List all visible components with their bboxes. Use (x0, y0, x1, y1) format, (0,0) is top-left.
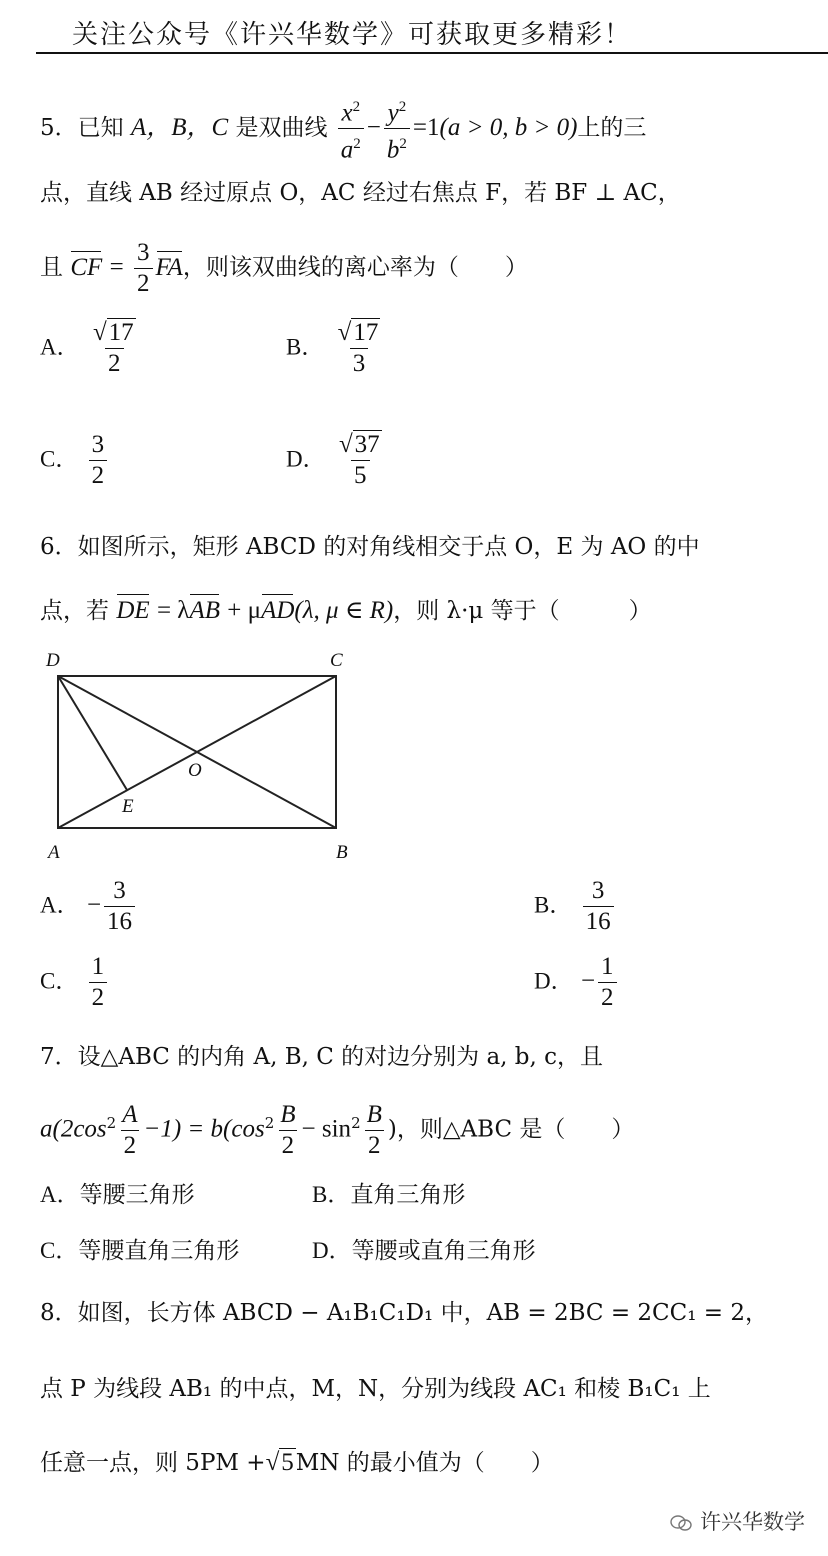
q5-frac-y: $\frac{y^2}{b^2}$ (384, 92, 410, 166)
q8-line-2: 点 P 为线段 AB₁ 的中点，M，N，分别为线段 AC₁ 和棱 B₁C₁ 上 (40, 1376, 711, 1402)
q7-option-a: A．等腰三角形 (40, 1182, 195, 1208)
vector-ab: AB (189, 597, 220, 624)
watermark-text: 许兴华数学 (700, 1510, 805, 1534)
label-b: B (336, 842, 348, 863)
q6-option-c: C． $\frac{1}{2}$ (40, 952, 110, 1013)
page-header (0, 0, 828, 54)
q7-line-1: 7．设△ABC 的内角 A, B, C 的对边分别为 a, b, c，且 (40, 1044, 604, 1070)
q6-option-d: D． − $\frac{1}{2}$ (534, 952, 620, 1013)
vector-fa: FA (155, 253, 183, 281)
watermark (670, 1506, 805, 1536)
header-divider (36, 52, 828, 54)
label-e: E (122, 796, 134, 817)
vector-de: DE (116, 597, 150, 624)
label-o: O (188, 760, 202, 781)
rectangle-figure (40, 644, 370, 866)
q5-frac-3-2: $\frac{3}{2}$ (134, 238, 153, 299)
label-a: A (48, 842, 60, 863)
q7-option-c: C．等腰直角三角形 (40, 1238, 240, 1264)
q5-option-b: B． $\frac{√17}{3}$ (286, 319, 379, 377)
q6-option-b: B． $\frac{3}{16}$ (534, 876, 617, 937)
header-text: 关注公众号《许兴华数学》可获取更多精彩！ (72, 20, 633, 50)
q5-option-c: C． $\frac{3}{2}$ (40, 430, 110, 491)
q8-line-3: 任意一点，则 5PM +√5MN 的最小值为（ ） (40, 1449, 554, 1476)
q5-line-2: 点，直线 AB 经过原点 O，AC 经过右焦点 F，若 BF ⊥ AC， (40, 180, 681, 206)
q5-line-3: 且 CF = $\frac{3}{2}$ FA，则该双曲线的离心率为（ ） (40, 239, 528, 297)
chat-bubble-icon (670, 1514, 692, 1532)
q6-line-2: 点，若 DE = λAB + μAD(λ, μ ∈ R)，则 λ·μ 等于（ ） (40, 597, 652, 624)
q8-number: 8． (40, 1300, 78, 1326)
q5-option-d: D． $\frac{√37}{5}$ (286, 431, 380, 489)
label-c: C (330, 650, 343, 671)
q6-option-a: A． − $\frac{3}{16}$ (40, 876, 138, 937)
q7-option-b: B．直角三角形 (312, 1182, 466, 1208)
q5-option-a: A． $\frac{√17}{2}$ (40, 319, 134, 377)
segment-de (58, 676, 127, 790)
q7-option-d: D．等腰或直角三角形 (312, 1238, 536, 1264)
q7-number: 7． (40, 1044, 78, 1070)
q8-line-1: 8．如图，长方体 ABCD − A₁B₁C₁D₁ 中，AB = 2BC = 2CC₁ = 2， (40, 1300, 768, 1326)
q7-line-2: $a(2\cos^2$ $\frac{A}{2}$ $-1) = b(\cos^2$ $\frac{B}{2}$ − $\sin^2$ $\frac{B}{2}$ )，则△ABC 是（ ） (40, 1101, 635, 1159)
vector-ad: AD (261, 597, 295, 624)
q5-frac-x: $\frac{x^2}{a^2}$ (338, 92, 364, 166)
q5-number: 5． (40, 114, 78, 141)
vector-cf: CF (70, 253, 103, 281)
q5-line-1: 5．已知 A，B，C 是双曲线 $\frac{x^2}{a^2}$ − $\frac{y^2}{b^2}$ =1(a > 0, b > 0)上的三 (40, 92, 646, 166)
q6-line-1: 6．如图所示，矩形 ABCD 的对角线相交于点 O，E 为 AO 的中 (40, 534, 700, 560)
label-d: D (46, 650, 60, 671)
q6-number: 6． (40, 534, 78, 560)
